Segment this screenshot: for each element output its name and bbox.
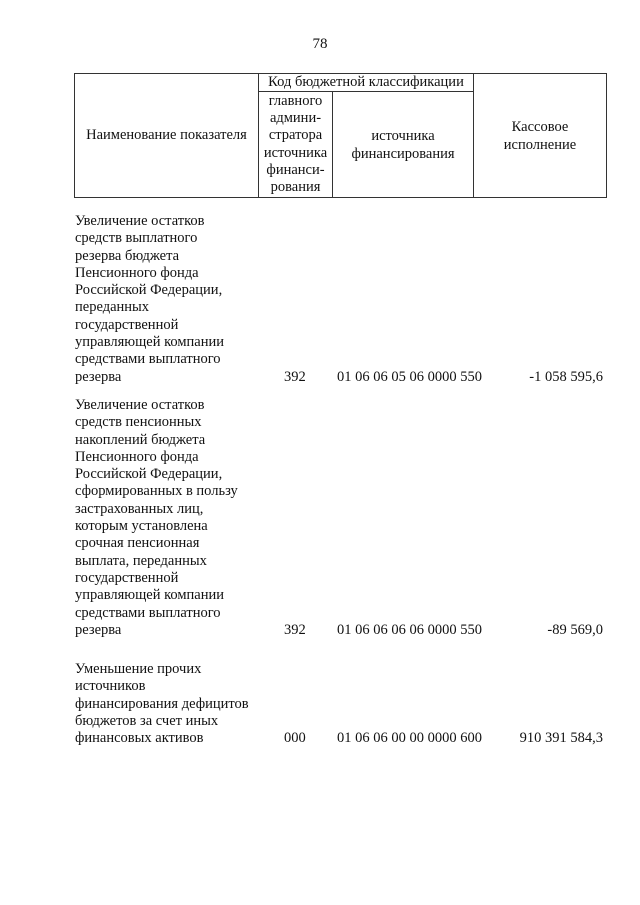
source-code: 01 06 06 06 06 0000 550 — [337, 621, 482, 638]
name-line: управляющей компании — [75, 587, 225, 604]
name-line: Российской Федерации, — [75, 466, 223, 483]
name-line: резерва — [75, 621, 122, 638]
name-line: застрахованных лиц, — [75, 500, 204, 517]
admin-code: 000 — [284, 730, 306, 747]
source-code: 01 06 06 00 00 0000 600 — [337, 730, 482, 747]
header-code-group: Код бюджетной классификации — [268, 74, 464, 90]
name-line: финансирования дефицитов — [75, 695, 249, 712]
name-line: Пенсионного фонда — [75, 448, 199, 465]
header-line: источника — [371, 128, 435, 144]
header-line: источника — [263, 144, 328, 161]
name-line: государственной — [75, 569, 179, 586]
indicator-name — [75, 397, 275, 639]
name-line: резерва бюджета — [75, 247, 180, 264]
execution-value: -89 569,0 — [547, 621, 603, 638]
source-code: 01 06 06 05 06 0000 550 — [337, 368, 482, 385]
execution-value: 910 391 584,3 — [519, 730, 603, 747]
header-line: рования — [270, 179, 321, 196]
header-line: финанси- — [266, 161, 325, 178]
name-line: государственной — [75, 316, 179, 333]
header-source-column — [333, 128, 473, 163]
name-line: выплата, переданных — [75, 552, 207, 569]
name-line: срочная пенсионная — [75, 535, 200, 552]
name-line: Увеличение остатков — [75, 397, 205, 413]
header-line: стратора — [268, 127, 323, 144]
header-line: исполнение — [503, 136, 577, 153]
table-border-bottom — [74, 197, 607, 198]
page-number: 78 — [312, 36, 328, 52]
name-line: переданных — [75, 299, 150, 316]
header-line: Кассовое — [511, 119, 569, 135]
name-line: Пенсионного фонда — [75, 264, 199, 281]
header-line: главного — [268, 93, 323, 109]
header-admin-column — [259, 93, 332, 196]
name-line: управляющей компании — [75, 334, 225, 351]
name-line: Российской Федерации, — [75, 282, 223, 299]
table-border-right — [606, 73, 607, 198]
name-line: средств пенсионных — [75, 414, 202, 431]
name-line: накоплений бюджета — [75, 431, 206, 448]
header-name-column: Наименование показателя — [86, 127, 247, 143]
name-line: источников — [75, 678, 146, 695]
name-line: Увеличение остатков — [75, 213, 205, 229]
indicator-name — [75, 213, 275, 386]
indicator-name — [75, 661, 275, 747]
header-line: финансирования — [351, 145, 455, 162]
name-line: бюджетов за счет иных — [75, 712, 219, 729]
name-line: средствами выплатного — [75, 351, 221, 368]
name-line: Уменьшение прочих — [75, 661, 202, 677]
name-line: сформированных в пользу — [75, 483, 238, 500]
header-line: админи- — [269, 110, 322, 127]
name-line: которым установлена — [75, 518, 208, 535]
execution-value: -1 058 595,6 — [529, 368, 603, 385]
name-line: финансовых активов — [75, 730, 204, 747]
name-line: средствами выплатного — [75, 604, 221, 621]
name-line: резерва — [75, 368, 122, 385]
admin-code: 392 — [284, 621, 306, 638]
name-line: средств выплатного — [75, 230, 198, 247]
header-execution-column — [474, 119, 606, 154]
admin-code: 392 — [284, 368, 306, 385]
